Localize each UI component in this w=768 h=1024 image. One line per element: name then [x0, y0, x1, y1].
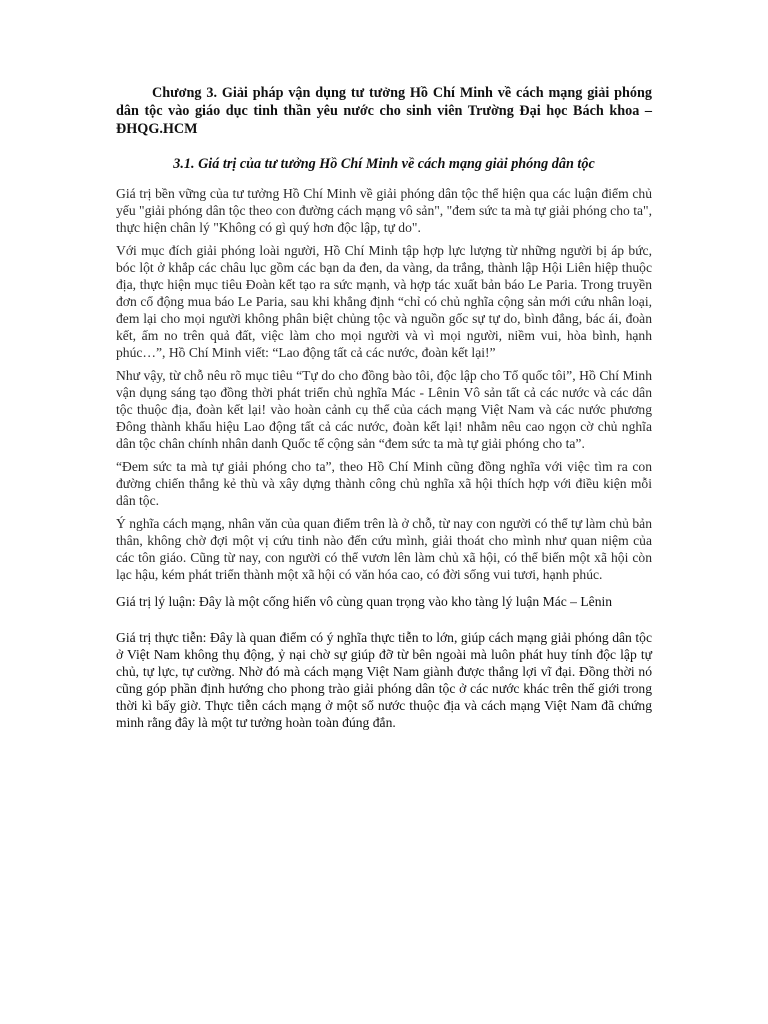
paragraph-liberation-purpose: Với mục đích giải phóng loài người, Hồ Chí Minh tập hợp lực lượng từ những người bị áp bức, bóc lột ở khắp các châu lục gồm các bạn da đen, da vàng, da trắng, thành lập Hội Liên hiệp thuộc địa, thực hiện mục tiêu Đoàn kết tạo ra sức mạnh, và hợp tác xuất bản báo Le Paria. Trong truyền đơn cổ động mua báo Le Paria, sau khi khẳng định “chỉ có chủ nghĩa cộng sản mới cứu nhân loại, đem lại cho mọi người không phân biệt chủng tộc và nguồn gốc sự tự do, bình đẳng, bác ái, đoàn kết, ấm no trên quả đất, việc làm cho mọi người và vì mọi người, niềm vui, hòa bình, hạnh phúc…”, Hồ Chí Minh viết: “Lao động tất cả các nước, đoàn kết lại!”	[116, 243, 652, 360]
spacer	[116, 616, 652, 629]
paragraph-self-liberation: “Đem sức ta mà tự giải phóng cho ta”, theo Hồ Chí Minh cũng đồng nghĩa với việc tìm ra con đường chiến thắng kẻ thù và xây dựng thành công chủ nghĩa xã hội thích hợp với điều kiện mỗi dân tộc.	[116, 459, 652, 508]
paragraph-practical-value: Giá trị thực tiễn: Đây là quan điểm có ý nghĩa thực tiễn to lớn, giúp cách mạng giải phóng dân tộc ở Việt Nam không thụ động, ỷ nại chờ sự giúp đỡ từ bên ngoài mà luôn phát huy tính độc lập tự chủ, tự lực, tự cường. Nhờ đó mà cách mạng Việt Nam giành được thắng lợi vĩ đại. Đồng thời nó cũng góp phần định hướng cho phong trào giải phóng dân tộc ở các nước khác trên thế giới trong thời kì bấy giờ. Thực tiễn cách mạng ở một số nước thuộc địa và cách mạng Việt Nam đã chứng minh rằng đây là một tư tưởng hoàn toàn đúng đắn.	[116, 630, 652, 730]
chapter-title: Chương 3. Giải pháp vận dụng tư tưởng Hồ Chí Minh về cách mạng giải phóng dân tộc vào giáo dục tinh thần yêu nước cho sinh viên Trường Đại học Bách khoa – ĐHQG.HCM	[116, 85, 652, 137]
section-title: 3.1. Giá trị của tư tưởng Hồ Chí Minh về cách mạng giải phóng dân tộc	[173, 156, 595, 172]
paragraph-enduring-value: Giá trị bền vững của tư tưởng Hồ Chí Minh về giải phóng dân tộc thể hiện qua các luận điểm chủ yếu "giải phóng dân tộc theo con đường cách mạng vô sản", "đem sức ta mà tự giải phóng cho ta", thực hiện chân lý "Không có gì quý hơn độc lập, tự do".	[116, 186, 652, 235]
paragraph-humanist-meaning: Ý nghĩa cách mạng, nhân văn của quan điểm trên là ở chỗ, từ nay con người có thể tự làm chủ bản thân, không chờ đợi một vị cứu tinh nào đến cứu mình, giải thoát cho mình như quan niệm của các tôn giáo. Cũng từ nay, con người có thể vươn lên làm chủ xã hội, có thể biến một xã hội còn lạc hậu, kém phát triển thành một xã hội có văn hóa cao, có đời sống vui tươi, hạnh phúc.	[116, 516, 652, 582]
paragraph-creative-application: Như vậy, từ chỗ nêu rõ mục tiêu “Tự do cho đồng bào tôi, độc lập cho Tổ quốc tôi”, Hồ Chí Minh vận dụng sáng tạo đồng thời phát triển chủ nghĩa Mác - Lênin Vô sản tất cả các nước và các dân tộc thuộc địa, đoàn kết lại! vào hoàn cảnh cụ thể của cách mạng Việt Nam và các nước phương Đông thành khẩu hiệu Lao động tất cả các nước, đoàn kết lại! nhằm nêu cao ngọn cờ chủ nghĩa dân tộc chân chính nhân danh Quốc tế cộng sản “đem sức ta mà tự giải phóng cho ta”.	[116, 368, 652, 451]
document-page	[116, 84, 652, 737]
paragraph-theoretical-value: Giá trị lý luận: Đây là một cống hiến vô cùng quan trọng vào kho tàng lý luận Mác – Lênin	[116, 594, 613, 609]
